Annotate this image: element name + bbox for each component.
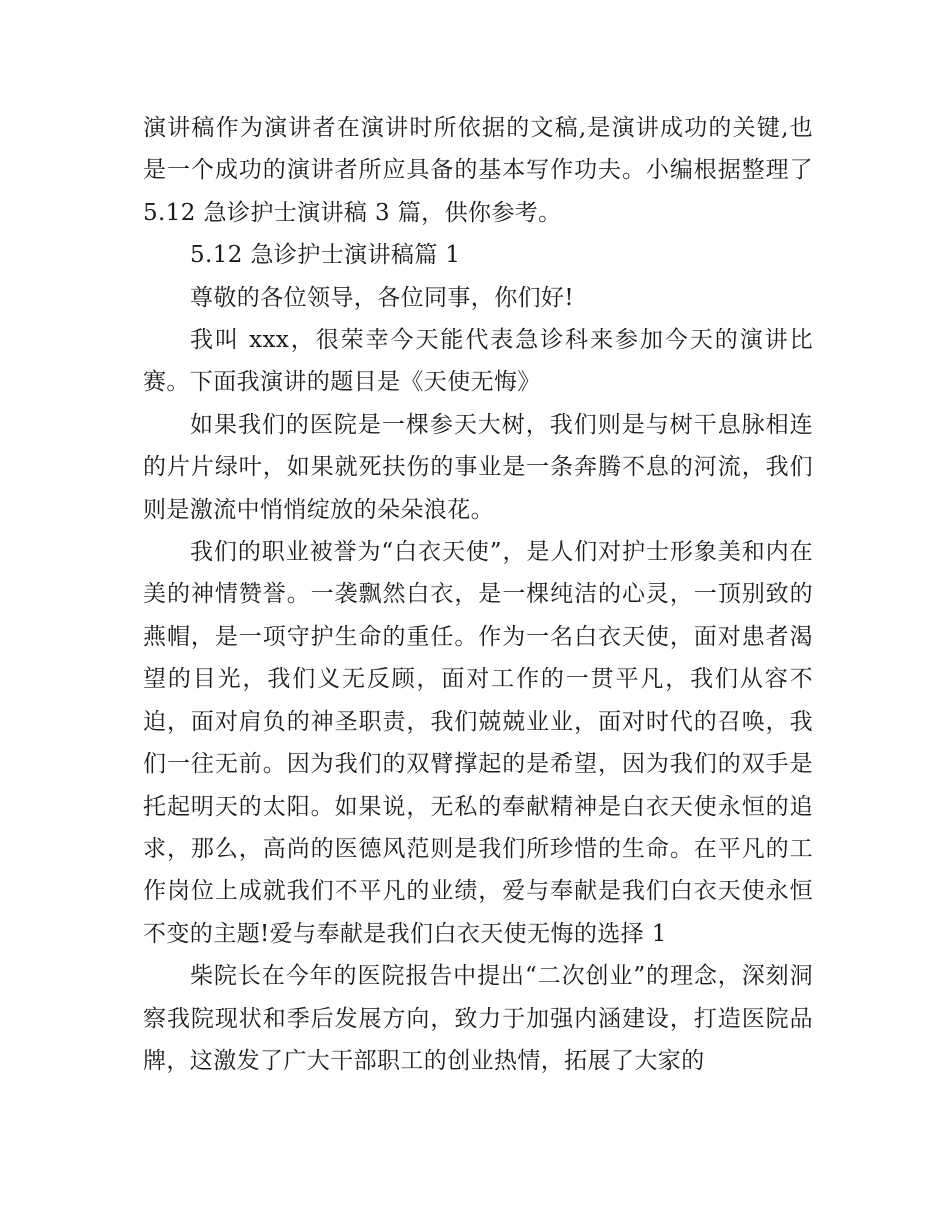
- paragraph-intro: 演讲稿作为演讲者在演讲时所依据的文稿,是演讲成功的关键,也是一个成功的演讲者所应具备的基本写作功夫。小编根据整理了 5.12 急诊护士演讲稿 3 篇，供你参考。: [143, 115, 813, 226]
- paragraph-section-heading: 5.12 急诊护士演讲稿篇 1: [190, 242, 461, 269]
- document-page: [143, 107, 813, 1082]
- paragraph-second-venture: 柴院长在今年的医院报告中提出“二次创业”的理念，深刻洞察我院现状和季后发展方向，致力于加强内涵建设，打造医院品牌，这激发了广大干部职工的创业热情，拓展了大家的: [143, 963, 813, 1074]
- paragraph-metaphor: 如果我们的医院是一棵参天大树，我们则是与树干息脉相连的片片绿叶，如果就死扶伤的事业是一条奔腾不息的河流，我们则是激流中悄悄绽放的朵朵浪花。: [143, 411, 813, 523]
- paragraph-greeting: 尊敬的各位领导，各位同事，你们好!: [190, 284, 575, 311]
- paragraph-white-angel: 我们的职业被誉为“白衣天使”，是人们对护士形象美和内在美的神情赞誉。一袭飘然白衣，是一棵纯洁的心灵，一顶别致的燕帽，是一项守护生命的重任。作为一名白衣天使，面对患者渴望的目光，我们义无反顾，面对工作的一贯平凡，我们从容不迫，面对肩负的神圣职责，我们兢兢业业，面对时代的召唤，我们一往无前。因为我们的双臂撑起的是希望，因为我们的双手是托起明天的太阳。如果说，无私的奉献精神是白衣天使永恒的追求，那么，高尚的医德风范则是我们所珍惜的生命。在平凡的工作岗位上成就我们不平凡的业绩，爱与奉献是我们白衣天使永恒不变的主题!爱与奉献是我们白衣天使无悔的选择 1: [143, 539, 813, 947]
- paragraph-self-intro: 我叫 xxx，很荣幸今天能代表急诊科来参加今天的演讲比赛。下面我演讲的题目是《天使无悔》: [143, 327, 813, 396]
